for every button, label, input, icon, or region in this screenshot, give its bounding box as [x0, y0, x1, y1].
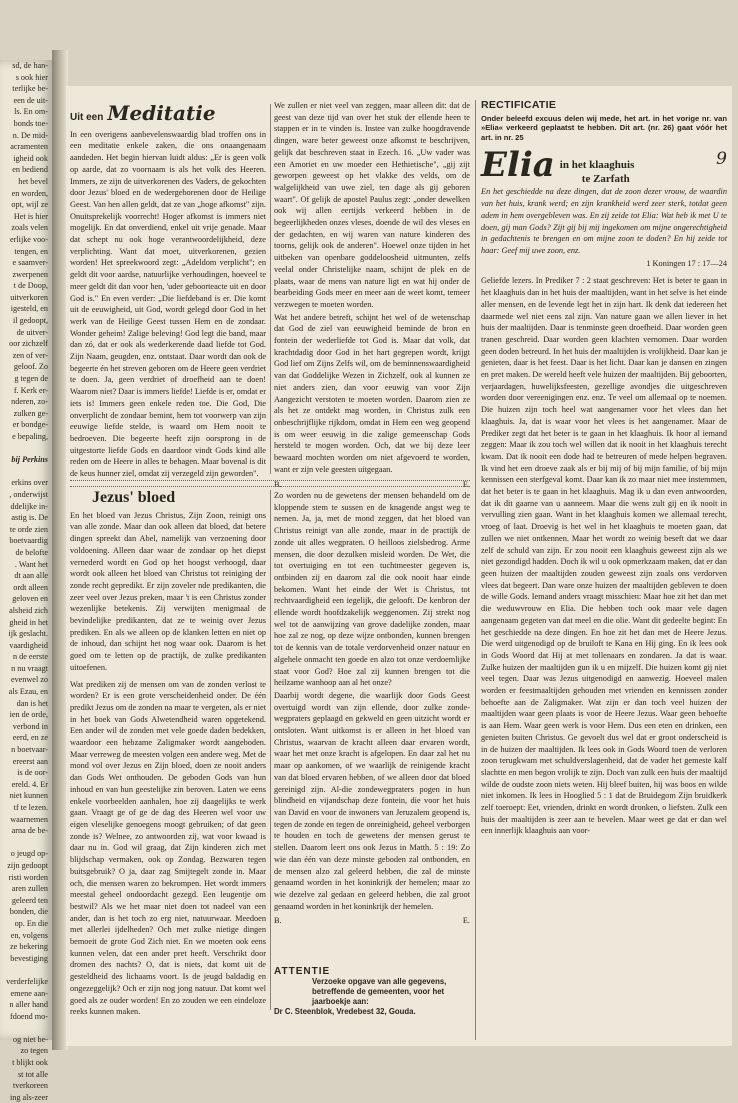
- left-page-line: o jeugd op-: [10, 849, 48, 859]
- left-page-line: n aller hand: [9, 1000, 48, 1010]
- left-page-line: en worden,: [11, 188, 48, 198]
- left-page-line: s ook hier: [15, 72, 48, 82]
- continued-body-2: Daarbij wordt degene, die waarlijk door Gods Geest overtuigd wordt van zijn ellende, door zulke zonde-wegpraters geplaagd en gekweld en geen uitzicht wordt er ontsloten. Want uitkomst is er alleen in het bloed van Christus, waarvan de kracht alleen daar ervaren wordt, waar het met onze kracht is afgelopen. En daar zal het nu maar op aankomen, of we waarlijk de reinigende kracht van dat bloed ervaren hebben, of we alleen door dat bloed gereinigd zijn. Al-die zondewegpraters pogen in hun blindheid en vijandschap deze fontein, die voor het huis van David en voor de inwoners van Jeruzalem geopend is, tegen de zonde en tegen de onreinigheid, geheel verborgen te houden en toch de gewetens der mensen gerust te stellen. Daarom leert ons ook Jezus in Matth. 5 : 19: Zo wie dan één van deze minste geboden zal ontbonden, en de mensen alzo zal geleerd hebben, die zal de minste genaamd worden in het koninkrijk der hemelen; maar zo wie dezelve zal gedaan en geleerd hebben, die zal groot genaamd worden in het koninkrijk der hemelen.: [274, 690, 470, 911]
- left-page-line: [0, 964, 52, 976]
- left-page-line: en, volgens: [10, 930, 48, 940]
- attentie-address: Dr C. Steenblok, Vredebest 32, Gouda.: [274, 1007, 416, 1016]
- continued-body: Zo worden nu de gewetens der mensen behandeld om de kloppende stem te sussen en de knagende angst weg te nemen. Ja, ja, met de mond zeggen, dat het bloed van Christus reinigt van alle zonde, maar in de practijk de zonde uit alles wegpraten. O heilloos zielsbedrog. Arme mensen, die door dezulken misleid worden. De Wet, die tot overtuiging en tot een tuchtmeester gegeven is, ontbinden zij en daarom zal die ook nooit haar einde bekomen. Want het einde der Wet is Christus, tot rechtvaardigheid een iegelijk, die gelooft. De kenbron der ellende wordt hoofdzakelijk weggenomen. Zij strekt nog wel tot de aanwijzing van grove dadelijke zonden, maar hoe zal ze nog, op deze wijze ontbonden, kunnen brengen tot de kennis van de totale verdorvenheid onzer natuur en algehele onmacht ten goede en alzo tot onze verdoemlijke staat voor God? Hoe zal zij kunnen brengen tot die heilzame wanhoop aan al het onze?: [274, 491, 470, 688]
- left-page-line: n. De mid-: [12, 130, 48, 140]
- left-page-line: emene aan-: [10, 988, 48, 998]
- left-page-line: ijk geslacht.: [8, 629, 48, 639]
- meditatie-heading: [70, 101, 266, 125]
- meditatie-body: In een overigens aanbevelenswaardig blad troffen ons in een meditatie enkele zaken, die ons onaangenaam aandeden. Het begin hiervan luidt aldus: „Er is geen volk op aarde, dat zo voornaam is als het volk des Heeren. Immers, ze zijn de uitverkorenen des Vaders, de gekochten door Jezus' bloed en de wedergeborenen door de Heilige Geest. Van hen allen geldt, dat ze van „hoge afkomst" zijn. Onuitsprekelijk voorrecht! Hoger afkomst is immers niet mogelijk. En dat onverdiend, enkel uit vrije genade. Maar dat schept nu ook hoge verantwoordelijkheid, deze verplichting. Want dat moet, uitverkorenen, gezien worden! Het spreekwoord zegt: „Adeldom verplicht"; en geldt dit voor aardse, natuurlijke verhoudingen, hoeveel te meer geldt dit dan voor hen, 'uder geboorteacte uit en door God is." En even verder: „Die liefdeband is er. Die komt uit de eeuwigheid, uit God, wordt gelegd door God in het werk van de Heilige Geest tussen Hem en de zondaar. Wonder geheim! Zalige beleving! God legt die band, maar dan zó, dat er ook als wederkerende daad liefde tot God. Zijn Naam, geugden, enz. ontstaat. Daar wordt dan ook de begeerte én het streven geboren om de Heere geen verdriet te doen. Ja, geen verdriet of droefheid aan te doen! Waarom niet? Daar is immers liefde! Liefde is er, omdat er iets is! Immers geen enkele reden toe. Die God, Die onverplicht de zondaar bemint, hem tot voorwerp van zijn eeuwige liefde stelde, is waard om Hem nooit te bedroeven. Die begeerte heeft zijn oorsprong in de uitgestorte liefde Gods en daardoor vindt Gods kind alle reden om de Heere in alles te behagen. Maar bovenal is dit de keus hunner ziel, omdat zij verzegeld zijn geworden".: [70, 129, 266, 479]
- left-page-line: dan is het: [16, 698, 48, 708]
- jezus-bloed-body: En het bloed van Jezus Christus, Zijn Zoon, reinigt ons van alle zonde. Maar dan ook alleen dat bloed, dat betere dingen spreekt dan Abel, namelijk van verzoening door voldoening. Alleen daar waar de zondaar op het diepst vernederd wordt en God op het hoogst verhoogd, daar wordt ook alleen het bloed van Christus tot reiniging der zonde recht gepredikt. Er zijn zoveler nde predikanten, die zeer veel over Jezus preken, maar 't is een Christus zonder wezenlijke betekenis. Zij verwijten menigmaal de bevindelijke predikanten, dat ze te weinig over Jezus prediken. En als we alleen op de klanken letten en niet op de inhoud, dan schijnt het nog waar ook. Daarom is het goed om te letten op de practijk, de zulke predikanten uitoefenen.: [70, 510, 266, 672]
- elia-heading: [481, 145, 727, 186]
- left-page-line: g tegen de: [14, 374, 48, 384]
- left-page-line: ing als-zeer: [10, 1092, 48, 1102]
- elia-body: Geliefde lezers. In Prediker 7 : 2 staat geschreven: Het is beter te gaan in het klaaghuis dan in het huis der maaltijden, want in het selve is het einde aller mensen, en de levende legt het in zijn hart. Ik denk dat iedereen het daarmede wel niet eens zal zijn. Van nature gaan we allen liever in het huis der maaltijden. Daar is tenminste geen droefheid. Daar worden geen tranen geschreid. Daar worden geen klachten vernomen. Daar worden geen doden betreurd. In het huis der maaltijden is vrolijkheid. Daar kan je genieten, daar is het feest. Daar is het licht. Daar kan je dansen en zingen en pret maken. De wereld heeft vele huizen der maaltijden. Bij geboorten, verjaardagen, huwelijksfeesten, gezellige avondjes die uitgeschreven worden door vereenigingen enz. enz. Te veel om allemaal op te noemen. Die huizen zijn toch heel wat aangenamer voor het vlees dan het klaaghuis. Ja, dat is waar voor het vlees is het aangenamer. Maar de Prediker zegt dat het beter is te gaan in het klaaghuis. Ik hoor al iemand zeggen: Maar ik zou toch wel willen dat ik nooit in het klaaghuis terecht kwam. Dat ik nooit een dode had te betreuren of mede helpen begraven. Ik vind het een droeve zaak als er bij mij of bij mijn familie, of bij mijn kennissen een sterfgeval komt. Daar kan ik zo maar niet mee instemmen, dat het beter is te gaan in het klaaghuis. Mag ik u dan even antwoorden, dat ik dit gaarne van u aanneem. Maar die wens zult gij en ik nooit in vervulling zien gaan. Want in het klaaghuis komen we allemaal terecht, vroeg of laat. Droevig is het wel in het klaaghuis te moeten gaan, dat zullen we niet ontkennen. Maar het wordt zo weinig beseft dat we daar zelf de schuld van zijn. Er zou nooit een klaaghuis geweest zijn als we niet gezondigd hadden. Doch ik wil u ook opmerkzaam maken, dat er dan geen huizen der maaltijden zouden geweest zijn zoals ons verdorven vlees dat begeert. Dan ware onze huizen der maaltijden gebleven te doen de wille Gods. Iemand anders vraagt misschien: Maar hoe zit het dan met die weduwvrouw en Elia. Die hebben toch ook maar vele dagen aangenaam gegeten van dat meel en die olie. Want dit gedeelte begint: En het geschiedde na deze dingen. En hoe zit het dan met de Heere Jezus. Die werd uitgenodigd op de bruiloft te Kana en Hij ging. En ik lees ook in Gods Woord dat Hij at met tollenaars en zondaren. Ja dat is waar. Zulke huizen der maaltijden gun ik u en mijzelf. Die huizen komt gij niet veel tegen. Daar was Jezus uitgenodigd en aanwezig. Hoeveel malen worden er feestmaaltijden gehouden met vrienden en kennissen zonder behoefte aan de Zaligmaker. Wat zijn er dan toch veel huizen der maaltijden waar geen plaats is voor de Heere Jezus. Waar geen behoefte is aan Hem. Waar geen werk is voor Hem. Dus een eten en drinken, een genieten buiten Christus. Ge gevoelt dus wel dat er groot onderscheid is in de huizen der maaltijden. Ik lees ook in Gods Woord toen de verloren zoon terugkwam met schuldverslagenheid, dat de vader het gemeste kalf slachtte en men begon vrolijk te zijn. Doch van zulk een huis der maaltijd wilde de oudste zoon niets weten. Hij bleef buiten, hij was boos en wilde niet inkomen. Ik lees in Hooglied 5 : 1 dat de Bruidegom Zijn bruidkerk zelf toeroept: Eet, vrienden, drinkt en wordt dronken, o liefsten. Zulk een huis der maaltijden is zeer aan te bevelen. Maar weet ge dat er dan wel een innerlijk klaaghuis aan voor-: [481, 276, 727, 836]
- jezus-bloed-continued: [274, 490, 470, 927]
- left-page-line: e bepaling,: [12, 432, 48, 441]
- attentie-title: ATTENTIE: [274, 966, 331, 977]
- left-page-line: is de oor-: [17, 768, 48, 778]
- column-rule-right: [475, 100, 476, 1040]
- left-page-line: geloof. Zo: [13, 362, 48, 372]
- left-page-line: fdoend mo-: [10, 1011, 48, 1021]
- left-page-line: arna de be-: [11, 826, 48, 836]
- left-page-line: erkins over: [11, 478, 48, 488]
- left-page-line: tf te lezen.: [13, 803, 48, 812]
- elia-episode-number: 9: [716, 149, 727, 170]
- left-page-line: de uitver-: [16, 327, 48, 337]
- section-divider: [70, 480, 470, 487]
- column-rule-lower: [270, 490, 271, 1010]
- left-page-line: ordt alleen: [13, 582, 48, 592]
- left-page-line: zen of ver-: [12, 350, 48, 360]
- left-page-line: dt aan alle: [14, 571, 48, 581]
- left-page-line: ze bekering: [10, 942, 48, 952]
- left-page-line: zwerpenen: [12, 269, 48, 279]
- left-page-line: ien de orde,: [9, 710, 48, 720]
- meditatie-title: Meditatie: [107, 101, 216, 125]
- left-page-line: . Want het: [14, 559, 48, 569]
- left-page-line: [0, 1022, 52, 1034]
- left-page-edge: [0, 60, 52, 1102]
- left-page-line: terlijke be-: [12, 84, 48, 94]
- left-page-line: waarnemen: [10, 814, 48, 824]
- left-page-line: igheid ook: [13, 153, 48, 163]
- signature-right: E.: [462, 479, 470, 489]
- left-page-line: ls. En om-: [14, 107, 48, 117]
- left-page-line: verderfelijke: [6, 976, 48, 986]
- left-page-line: st tot alle: [17, 1069, 48, 1079]
- left-page-line: tverkoreen: [12, 1081, 48, 1091]
- left-page-line: zijn gedoopt: [7, 860, 48, 870]
- left-page-line: als Ezau, en: [8, 687, 48, 697]
- left-page-line: niet kunnen: [9, 791, 48, 801]
- rectificatie-title: RECTIFICATIE: [481, 99, 557, 111]
- main-page: [66, 86, 732, 1046]
- left-page-line: boetvaardig: [9, 536, 48, 546]
- left-page-line: alsheid zich: [9, 605, 48, 615]
- left-page-line: il gedoopt,: [12, 316, 48, 326]
- elia-scripture-reference: 1 Koningen 17 : 17—24: [646, 258, 727, 268]
- left-page-line: igesteld, en: [10, 304, 48, 314]
- meditatie-prefix: Uit een: [70, 112, 104, 123]
- left-page-line: n de eerste: [12, 652, 48, 662]
- left-page-line: erlijke voo-: [10, 234, 48, 244]
- left-page-line: een de uit-: [13, 95, 48, 105]
- signature-right: E.: [462, 916, 470, 926]
- left-page-line: verbond in: [12, 721, 48, 731]
- elia-column: [481, 100, 727, 838]
- left-page-line: e saamver-: [12, 258, 48, 268]
- left-page-line: [0, 466, 52, 478]
- response-body: We zullen er niet veel van zeggen, maar alleen dit: dat de geest van deze tijd van over het stuk der ellende heen te stappen er in te vinden is. Instee van zulke hoogdravende dingen, ware beter geweest onze afkomst te beschrijven, gelijk dat beschreven staat in Ezech. 16. „Uw vader was een Amoriet en uw moeder een Hethietische", „gij zijt geworpen geweest op het vlakke des velds, om de walgelijkheid van uwe ziel, ten dage als gij geboren waart". Of gelijk de apostel Paulus zegt: „onder dewelken ook wij allen eertijds verkeerd hebben in de begeerlijkheden onzes vleses, doende de wil des vleses en der gedachten, en wij waren van nature kinderen des toorns, gelijk ook de anderen". Hoewel onze tijden in het uitbeken van openbare goddeloosheid uitmunten, zelfs veelal onder Christelijke naam, schijnt de plek en de plaats, waar de mens van nature ligt en wat hij onder de bearbeiding Gods meer en meer aan de weet komt, temeer verzwegen te moeten worden.: [274, 101, 470, 309]
- left-page-line: og niet be-: [12, 1034, 48, 1044]
- elia-script-title: Elia: [481, 145, 555, 186]
- left-page-line: gheid in het: [9, 617, 48, 627]
- left-page-line: de belofte: [15, 547, 48, 557]
- left-page-line: , onderwijst: [9, 489, 48, 499]
- left-page-line: te orde zien: [9, 524, 48, 534]
- left-page-line: zoals velen: [11, 223, 48, 233]
- response-article: [274, 100, 470, 490]
- rectificatie-text: Onder beleefd excuus delen wij mede, het art. in het vorige nr. van »Elia« verkeerd geplaatst te hebben. Dit art. (nr. 26) gaat vóór het art. in nr. 25: [481, 113, 727, 142]
- left-page-line: uitverkoren: [10, 292, 48, 302]
- elia-subtitle-2: te Zarfath: [581, 173, 630, 186]
- left-page-line: opt, wijl ze: [11, 200, 48, 210]
- meditatie-article: [70, 101, 266, 481]
- left-page-line: geleerd ten: [11, 895, 48, 905]
- signature-left: B.: [274, 479, 282, 489]
- left-page-line: n nu vraagt: [11, 663, 48, 673]
- left-page-line: ereerst aan: [12, 756, 48, 766]
- left-page-line: zulken ge-: [13, 408, 48, 418]
- left-page-line: t blijkt ook: [12, 1058, 48, 1068]
- left-page-line: bij Perkins: [11, 455, 48, 465]
- left-page-line: f. Kerk er-: [13, 385, 48, 395]
- left-page-line: oor zichzelf: [9, 339, 48, 349]
- left-page-line: [0, 443, 52, 455]
- left-page-line: acramenten: [10, 142, 48, 152]
- left-page-line: risti worden: [8, 872, 48, 882]
- left-page-line: zo tegen: [20, 1046, 48, 1056]
- attentie-text: Verzoeke opgave van alle gegevens, betreffende de gemeenten, voor het jaarboekje aan:: [312, 977, 447, 1006]
- left-page-line: eerd, en ze: [12, 733, 48, 743]
- left-page-line: sd, de han-: [12, 61, 48, 70]
- left-page-line: aren zullen: [11, 884, 48, 894]
- jezus-bloed-body-2: Wat prediken zij de mensen om van de zonden verlost te worden? Er is een grote verscheidenheid onder. De één predikt Jezus om de zonden na maar te vergeten, als er niet in het boek van Gods Alwetendheid waren opgetekend. Een ander wil de zonden met vele goede daden bedekken, waardoor een hebzame Zaligmaker wordt aangeboden. Maar verreweg de meesten volgen een andere weg. Met de mond vol over Jezus en Zijn bloed, doen ze nooit anders dan Gods Wet onthouden. De geboden Gods van hun inhoud en van hun geestelijke zin beroven. Laten we eens enkele voorbeelden aanhalen, hoe zij daagelijks te werk gaan. Vraagt ge of ge de dag des Heeren wel voor uw eigen vleselijke genoegens moogt gebruiken; of dat geen zonde is? Welnee, zo antwoorden zij, wat voor kwaad is daar nu in. God wil graag, dat Zijn kinderen zich met blijdschap vermaken, ook op Zondag. Bezwaren tegen buitsgebruik? O ja, daar zag Smijtegelt zonde in. Maar och, die mensen waren zo bekrompen. Het wordt immers meestal geheel ondoordacht gezegd. Een leugentje om bestwil? Als we het maar niet doen tot nadeel van een ander, dan is het toch zo erg niet, natuurwaar. Meedoen met allerlei ijdelheden? Och met zulke nietige dingen bemoeit de grote God Zich niet. En we moeten ook eens kunnen velen, dat een ander pret heeft. Verschrikt door dromen des nachts? O, dat is niets, dat komt uit de gesteldheid des lichaams voort. Is de jeugd baldadig en ongezeggelijk? Och er zijn nog jong natuur. Dat komt wel goed als ze ouder worden! En zo zouden we een eindeloze reeks kunnen maken.: [70, 679, 266, 1017]
- left-page-line: geloven en: [12, 594, 48, 604]
- elia-subtitle-1: in het klaaghuis: [559, 159, 635, 172]
- signature-left: B.: [274, 916, 282, 926]
- elia-scripture-quote: En het geschiedde na deze dingen, dat de zoon dezer vrouw, de waardin van het huis, krank werd; en zijn krankheid werd zeer sterk, totdat geen adem in hem overgebleven was. En zij zeide tot Elia: Wat heb ik met U te doen, gij man Gods? Zijt gij bij mij ingekomen om mijne ongerechtigheid in gedachtenis te brengen en om mijne zoon te doden? En hij zeide tot haar: Geef mij uwe zoon, enz.: [481, 187, 727, 255]
- attentie-notice: [274, 966, 470, 1017]
- left-page-line: [0, 837, 52, 849]
- left-page-line: op. En die: [14, 918, 48, 928]
- left-page-line: ereld. 4. Er: [11, 779, 48, 789]
- column-rule: [270, 104, 271, 474]
- left-page-line: vaardigheid: [9, 640, 48, 650]
- jezus-bloed-article: [70, 490, 266, 1019]
- left-page-line: bevestiging: [10, 953, 48, 963]
- left-page-line: en bediend: [12, 165, 48, 175]
- left-page-line: tengen, en: [14, 246, 48, 256]
- left-page-line: ddelijke in-: [10, 501, 48, 511]
- jezus-bloed-title: Jezus' bloed: [92, 489, 176, 506]
- response-body-2: Wat het andere betreft, schijnt het wel of de wetenschap dat God de ziel van eeuwigheid beminde de bron en fontein der wederliefde tot God is. Maar dat volk, dat krachtdadig door God in het hart gegrepen wordt, krijgt God lief om Zijns Zelfs wil, om de beminnenswaardigheid van dat Goddelijke Wezen in Zichzelf, ook al kunnen ze niet anders zien, dan voor eeuwig van voor Zijn Aangezicht verstoten te moeten worden. Daarom zien ze als het ze ontdekt mag worden, in Christus zulk een onbeschrijflijke rijkdom, omdat in Hem een weg geopend is om weer eeuwig in die zalige gemeenschap Gods hersteld te mogen worden. Och, dat we bij deze leer bewaard mochten worden om niet afgevoerd te worden, want er zijn vele geesten uitgegaan.: [274, 312, 470, 474]
- elia-subtitle: [560, 158, 635, 186]
- left-page-line: het bevel: [18, 176, 48, 186]
- left-page-line: bonds toe-: [13, 118, 48, 128]
- left-page-line: t de Doop,: [13, 281, 48, 291]
- left-page-line: er bondge-: [12, 420, 48, 430]
- left-page-line: n boetvaar-: [11, 745, 48, 755]
- left-page-line: astig is. De: [11, 513, 48, 523]
- left-page-line: evenwel zo: [10, 675, 48, 685]
- continued-signature: [274, 915, 470, 927]
- left-page-line: Het is hier: [13, 211, 48, 221]
- left-page-line: nderen, zo-: [11, 397, 48, 407]
- left-page-line: bonden, die: [9, 907, 48, 917]
